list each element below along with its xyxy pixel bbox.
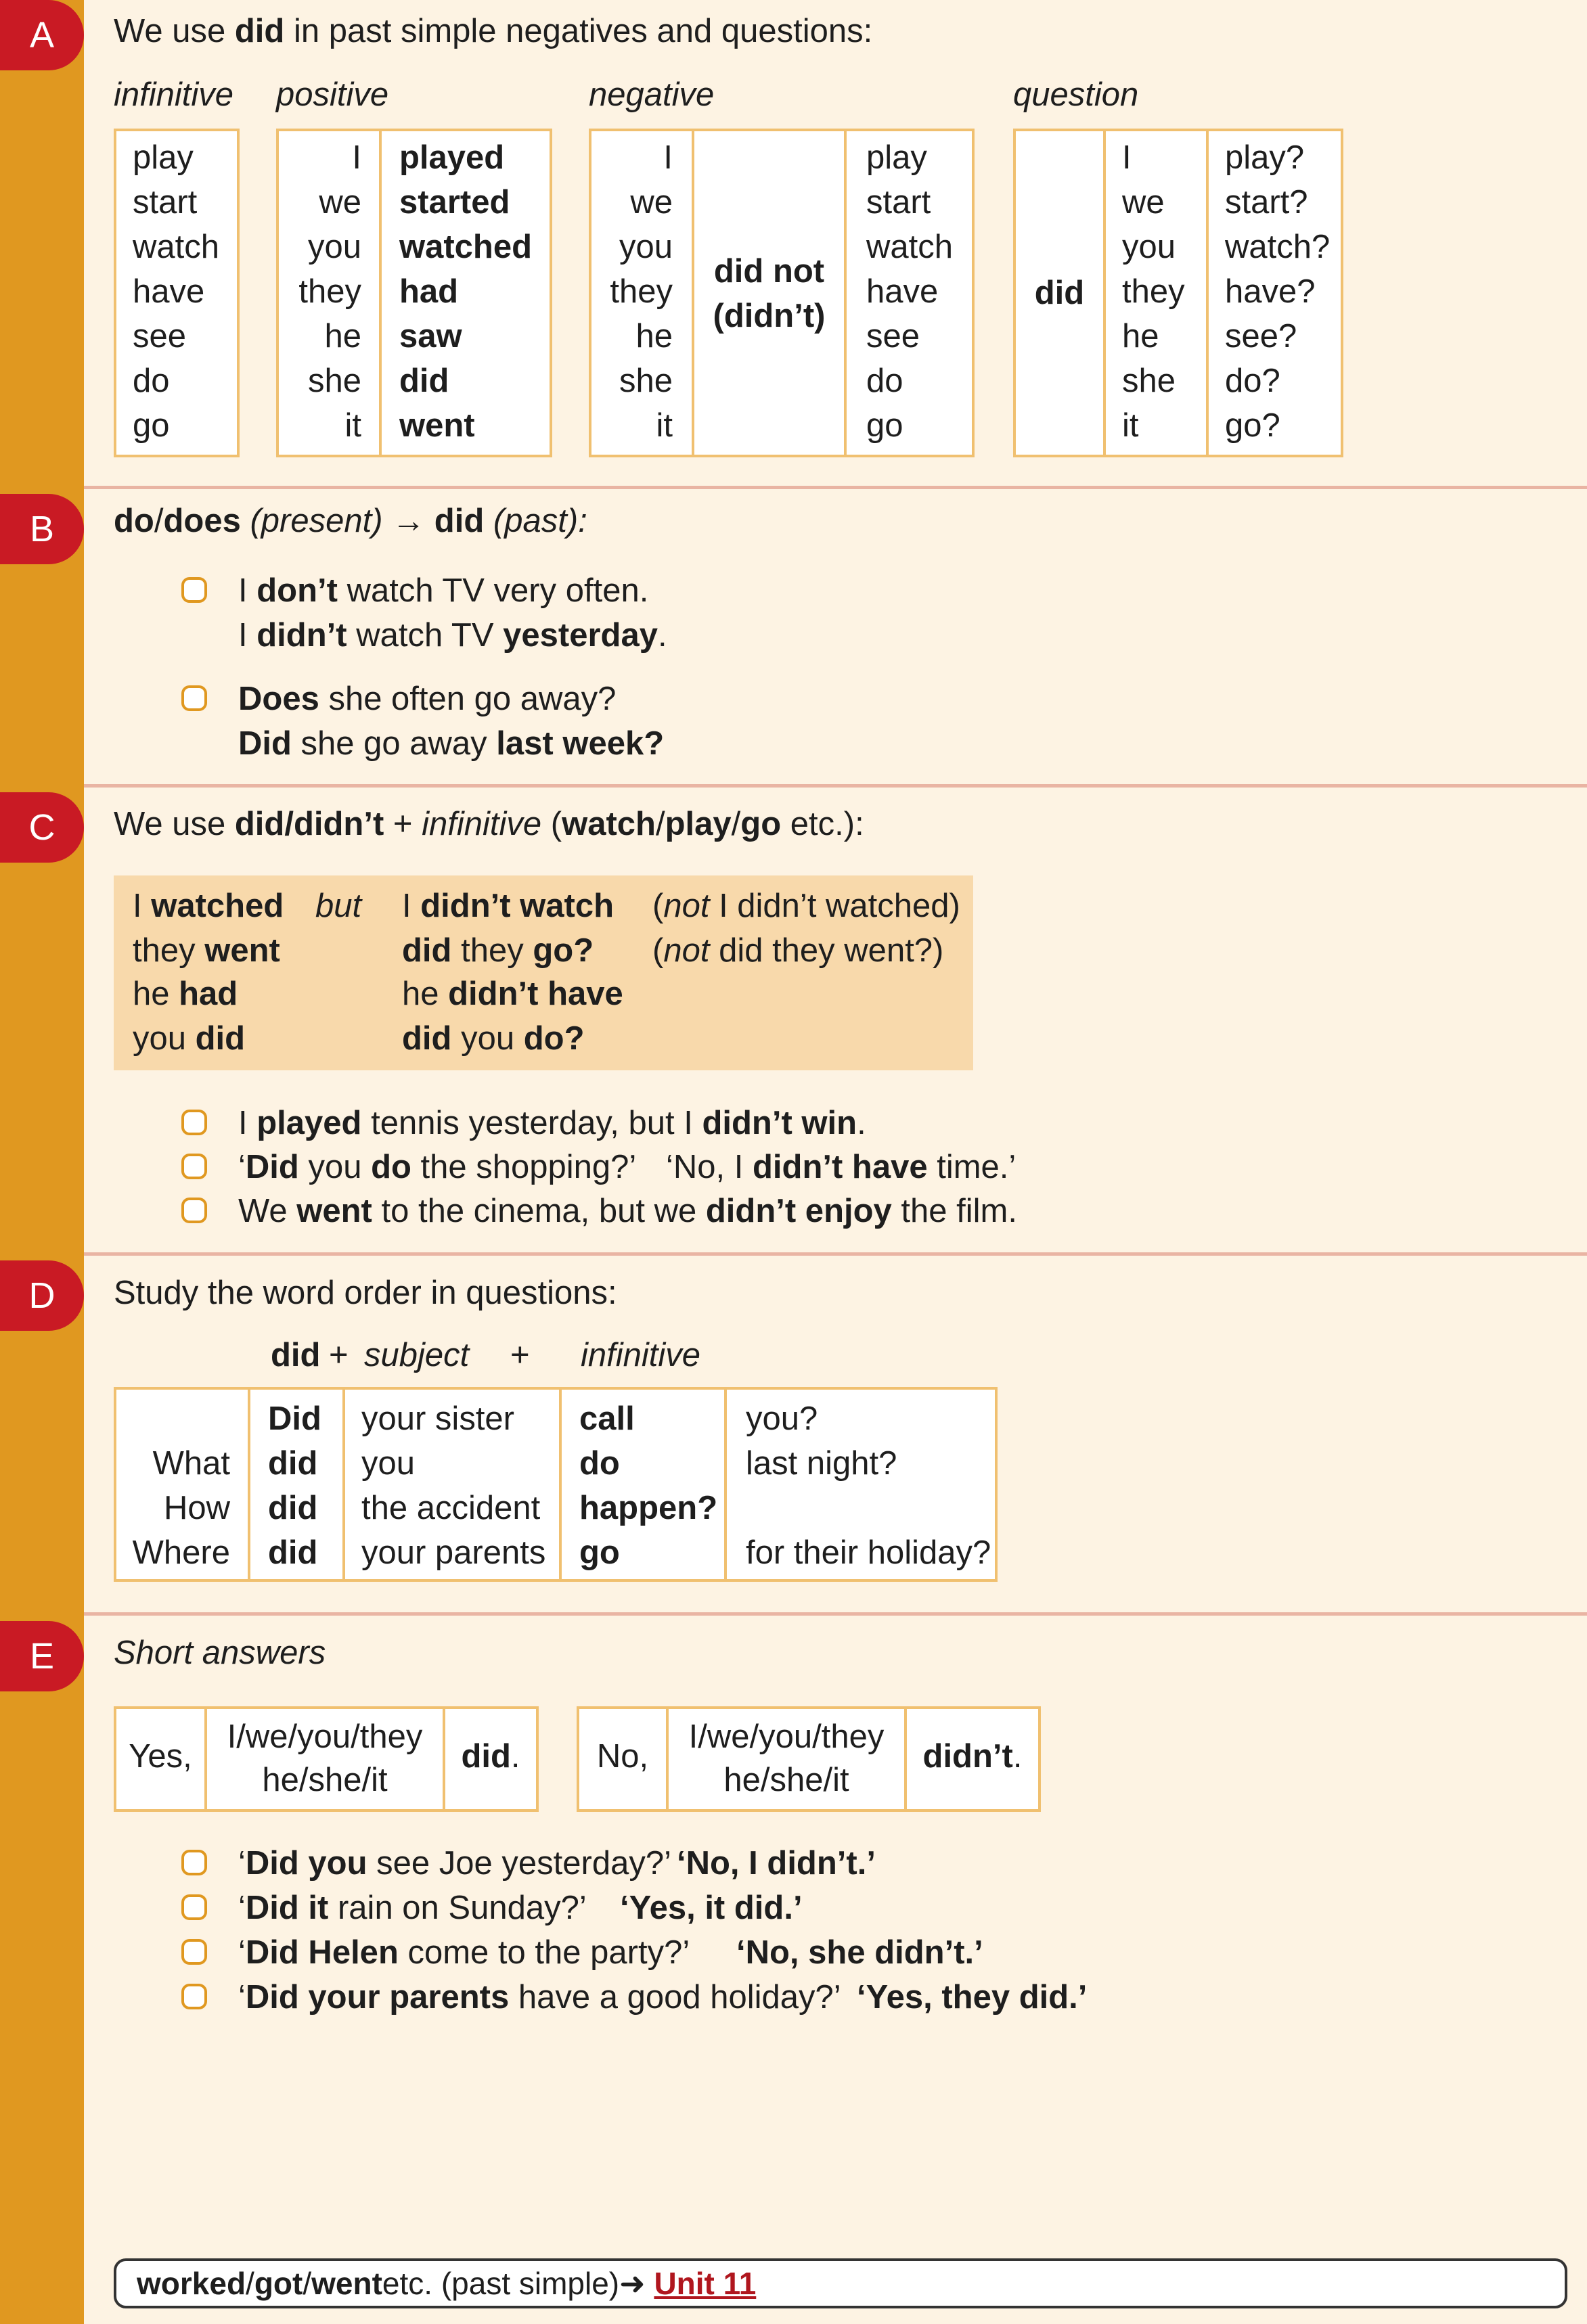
verb-item: do: [866, 363, 903, 399]
subject-label: he/she/it: [723, 1762, 849, 1798]
verb-col: [579, 1396, 717, 1575]
section-tab-c: C: [0, 792, 84, 863]
did-col: [268, 1396, 321, 1575]
example-bullet-icon: [181, 1850, 207, 1875]
past-form-item: saw: [399, 318, 462, 355]
example-line: We went to the cinema, but we didn’t enjoy the film.: [238, 1193, 1017, 1229]
section-b-heading: do/does (present) → did (past):: [114, 503, 587, 539]
comparison-mid: I didn’t watch: [402, 888, 614, 924]
example-bullet-icon: [181, 1154, 207, 1179]
didnt-label: (didn’t): [713, 298, 826, 334]
comparison-note: (not I didn’t watched): [652, 888, 960, 924]
section-tab-a: A: [0, 0, 84, 70]
question-divider: [1103, 129, 1106, 457]
example-question: ‘Did your parents have a good holiday?’: [238, 1979, 841, 2015]
past-form-item: had: [399, 273, 459, 310]
question-word-item: What: [152, 1445, 230, 1482]
negative-divider: [844, 129, 847, 457]
example-question: ‘Did you see Joe yesterday?’: [238, 1845, 671, 1882]
comparison-left: I watched: [133, 888, 284, 924]
infinitive-item: watch: [133, 229, 220, 265]
but-label: but: [315, 888, 362, 924]
word-order-divider: [724, 1387, 727, 1582]
arrow-right-icon: ➜: [619, 2266, 646, 2301]
cross-reference-bar: worked / got / went etc. (past simple) ➜ Unit 11: [114, 2258, 1567, 2308]
example-line: Does she often go away?: [238, 681, 617, 717]
unit-11-link[interactable]: Unit 11: [654, 2266, 757, 2301]
past-form-item: played: [399, 139, 505, 176]
comparison-mid: he didn’t have: [402, 976, 623, 1012]
infinitive-item: play: [133, 139, 194, 176]
did-item: did: [268, 1445, 318, 1482]
example-answer: ‘Yes, it did.’: [620, 1890, 803, 1926]
example-bullet-icon: [181, 577, 207, 603]
comparison-left: they went: [133, 932, 280, 969]
pronoun-item: he: [324, 318, 361, 355]
question-word-item: Where: [132, 1534, 230, 1571]
pronoun-item: it: [344, 407, 361, 444]
example-line: ‘Did you do the shopping?’: [238, 1149, 637, 1185]
subject-item: your parents: [361, 1534, 546, 1571]
example-line: I don’t watch TV very often.: [238, 572, 649, 609]
word-order-divider: [559, 1387, 562, 1582]
subject-col: [361, 1396, 545, 1575]
question-verb-item: play?: [1225, 139, 1305, 176]
pronoun-item: she: [307, 363, 361, 399]
section-d-intro: Study the word order in questions:: [114, 1275, 617, 1311]
pronoun-item: it: [1122, 407, 1139, 444]
pronoun-item: they: [610, 273, 673, 310]
subject-item: the accident: [361, 1490, 541, 1526]
verb-item: happen?: [579, 1490, 718, 1526]
section-c-intro: We use did/didn’t + infinitive (watch/play/go etc.):: [114, 806, 864, 842]
arrow-icon: →: [392, 503, 426, 539]
example-bullet-icon: [181, 1984, 207, 2009]
didnt-label: didn’t.: [922, 1738, 1023, 1775]
verb-item: see: [866, 318, 920, 355]
pronoun-item: we: [1122, 184, 1165, 221]
question-pronouns: [1122, 135, 1185, 448]
verb-item: go: [866, 407, 903, 444]
infinitive-item: have: [133, 273, 205, 310]
example-line: I didn’t watch TV yesterday.: [238, 617, 667, 654]
rest-item: you?: [746, 1400, 818, 1437]
pronoun-item: I: [1122, 139, 1132, 176]
pronoun-item: he: [1122, 318, 1159, 355]
pronoun-item: we: [630, 184, 673, 221]
comparison-note: (not did they went?): [652, 932, 944, 969]
pronoun-item: they: [298, 273, 361, 310]
example-question: ‘Did it rain on Sunday?’: [238, 1890, 587, 1926]
sidebar: [0, 0, 84, 2324]
positive-pronouns: [284, 135, 361, 448]
question-divider: [1206, 129, 1209, 457]
section-a-intro: We use did in past simple negatives and questions:: [114, 13, 873, 49]
did-item: did: [268, 1534, 318, 1571]
infinitive-item: start: [133, 184, 198, 221]
example-line: I played tennis yesterday, but I didn’t win.: [238, 1105, 866, 1141]
pronoun-item: he: [635, 318, 673, 355]
example-bullet-icon: [181, 1198, 207, 1223]
question-word-item: How: [163, 1490, 230, 1526]
example-question: ‘Did Helen come to the party?’: [238, 1934, 690, 1971]
infinitive-item: do: [133, 363, 170, 399]
comparison-mid: did they go?: [402, 932, 594, 969]
pronoun-item: you: [1122, 229, 1176, 265]
did-label: did.: [461, 1738, 520, 1775]
question-did: did: [1034, 275, 1085, 311]
rest-item: last night?: [746, 1445, 897, 1482]
did-item: did: [268, 1490, 318, 1526]
subject-item: you: [361, 1445, 416, 1482]
pronoun-item: you: [307, 229, 361, 265]
word-order-did: did: [271, 1337, 321, 1373]
negative-pronouns: [596, 135, 673, 448]
verb-item: start: [866, 184, 931, 221]
past-form-item: did: [399, 363, 449, 399]
header-positive: positive: [276, 76, 389, 113]
comparison-left: you did: [133, 1020, 246, 1057]
question-verb-item: see?: [1225, 318, 1297, 355]
example-answer: ‘No, she didn’t.’: [736, 1934, 983, 1971]
verb-item: do: [579, 1445, 620, 1482]
example-line: Did she go away last week?: [238, 725, 665, 762]
example-bullet-icon: [181, 685, 207, 711]
rest-col: [746, 1396, 991, 1575]
infinitive-item: go: [133, 407, 170, 444]
past-form-item: watched: [399, 229, 533, 265]
section-divider: [84, 486, 1587, 489]
pronoun-item: it: [656, 407, 673, 444]
verb-item: have: [866, 273, 939, 310]
question-verb-item: have?: [1225, 273, 1316, 310]
pronoun-item: she: [1122, 363, 1176, 399]
header-question: question: [1013, 76, 1139, 113]
positive-divider: [379, 129, 382, 457]
word-order-plus: +: [329, 1337, 349, 1373]
did-item: Did: [268, 1400, 321, 1437]
example-answer: ‘No, I didn’t.’: [677, 1845, 876, 1882]
word-order-divider: [342, 1387, 345, 1582]
pronoun-item: I: [352, 139, 361, 176]
subject-label: he/she/it: [262, 1762, 388, 1798]
example-bullet-icon: [181, 1110, 207, 1135]
rest-item: [746, 1486, 991, 1530]
word-order-infinitive: infinitive: [581, 1337, 701, 1373]
word-order-subject: subject: [364, 1337, 470, 1373]
pronoun-item: we: [319, 184, 361, 221]
example-bullet-icon: [181, 1939, 207, 1965]
past-form-item: went: [399, 407, 475, 444]
past-form-item: started: [399, 184, 510, 221]
question-verbs: [1225, 135, 1330, 448]
did-not-label: did not: [713, 253, 825, 290]
example-bullet-icon: [181, 1894, 207, 1920]
infinitive-item: see: [133, 318, 187, 355]
header-negative: negative: [589, 76, 715, 113]
comparison-mid: did you do?: [402, 1020, 585, 1057]
pronoun-item: they: [1122, 273, 1185, 310]
section-tab-b: B: [0, 494, 84, 564]
pronoun-item: she: [619, 363, 673, 399]
question-word-col: [122, 1396, 230, 1575]
section-divider: [84, 1612, 1587, 1616]
verb-item: watch: [866, 229, 954, 265]
word-order-plus: +: [510, 1337, 530, 1373]
question-verb-item: go?: [1225, 407, 1280, 444]
pronoun-item: I: [663, 139, 673, 176]
subject-label: I/we/you/they: [227, 1718, 423, 1755]
section-e-intro: Short answers: [114, 1635, 326, 1671]
example-line: ‘No, I didn’t have time.’: [666, 1149, 1016, 1185]
pronoun-item: you: [619, 229, 673, 265]
yes-label: Yes,: [129, 1738, 192, 1775]
no-label: No,: [596, 1738, 649, 1775]
section-tab-e: E: [0, 1621, 84, 1691]
section-tab-d: D: [0, 1260, 84, 1331]
question-verb-item: start?: [1225, 184, 1308, 221]
subject-label: I/we/you/they: [688, 1718, 885, 1755]
header-infinitive: infinitive: [114, 76, 234, 113]
example-answer: ‘Yes, they did.’: [857, 1979, 1088, 2015]
infinitive-list: [133, 135, 219, 448]
question-verb-item: watch?: [1225, 229, 1331, 265]
word-order-divider: [248, 1387, 250, 1582]
verb-item: go: [579, 1534, 620, 1571]
section-divider: [84, 1252, 1587, 1256]
section-divider: [84, 784, 1587, 788]
rest-item: for their holiday?: [746, 1534, 991, 1571]
negative-verbs: [866, 135, 953, 448]
verb-item: call: [579, 1400, 635, 1437]
positive-past-forms: [399, 135, 532, 448]
comparison-left: he had: [133, 976, 238, 1012]
question-verb-item: do?: [1225, 363, 1280, 399]
subject-item: your sister: [361, 1400, 515, 1437]
verb-item: play: [866, 139, 927, 176]
question-word-item: [122, 1396, 230, 1441]
